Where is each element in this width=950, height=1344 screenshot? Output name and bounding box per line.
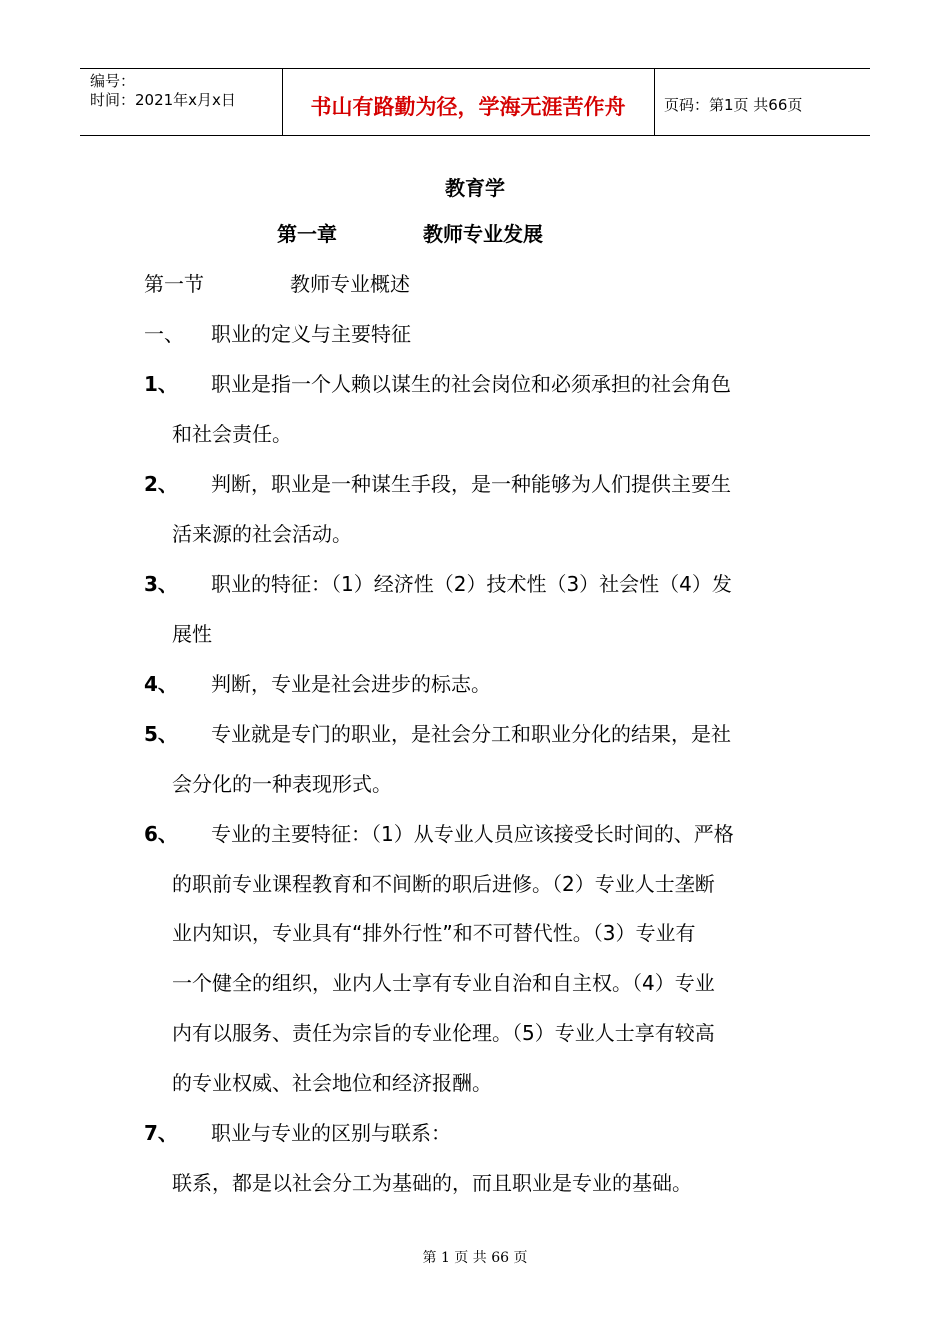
item-text: 业内知识，专业具有“排外行性”和不可替代性。（3）专业有 (172, 921, 696, 945)
item-text: 展性 (172, 622, 212, 646)
number-label: 编号： (90, 72, 136, 90)
item-number: 2、 (144, 472, 178, 496)
item-number: 5、 (144, 722, 178, 746)
header-info-cell (80, 69, 283, 135)
item-text: 活来源的社会活动。 (172, 522, 352, 546)
item-text: 内有以服务、责任为宗旨的专业伦理。（5）专业人士享有较高 (172, 1021, 715, 1045)
item-number: 6、 (144, 822, 178, 846)
motto-text: 书山有路勤为径，学海无涯苦作舟 (310, 95, 626, 119)
item-text: 职业的特征：（1）经济性（2）技术性（3）社会性（4）发 (211, 572, 732, 596)
item-number: 7、 (144, 1121, 178, 1145)
item-text: 职业是指一个人赖以谋生的社会岗位和必须承担的社会角色 (211, 372, 731, 396)
header-motto-cell (282, 69, 655, 135)
chapter-title: 教师专业发展 (423, 222, 543, 246)
item-text: 的专业权威、社会地位和经济报酬。 (172, 1071, 492, 1095)
item-text: 判断，专业是社会进步的标志。 (211, 672, 491, 696)
item-text: 一个健全的组织，业内人士享有专业自治和自主权。（4）专业 (172, 971, 715, 995)
item-number: 1、 (144, 372, 178, 396)
page-footer: 第 1 页 共 66 页 (422, 1250, 528, 1266)
page-info: 页码：第1页 共66页 (664, 96, 803, 114)
item-text: 专业的主要特征：（1）从专业人员应该接受长时间的、严格 (211, 822, 734, 846)
item-number: 3、 (144, 572, 178, 596)
item-text: 专业就是专门的职业，是社会分工和职业分化的结果，是社 (211, 722, 731, 746)
document-title: 教育学 (445, 176, 505, 200)
item-text: 和社会责任。 (172, 422, 292, 446)
item-number: 4、 (144, 672, 178, 696)
chapter-number: 第一章 (277, 222, 337, 246)
item-text: 的职前专业课程教育和不间断的职后进修。（2）专业人士垄断 (172, 872, 715, 896)
section-title: 教师专业概述 (290, 272, 410, 296)
heading-number: 一、 (144, 322, 184, 346)
item-text: 职业与专业的区别与联系： (211, 1121, 451, 1145)
document-header (80, 68, 870, 136)
heading-text: 职业的定义与主要特征 (211, 322, 411, 346)
header-page-cell (654, 69, 870, 135)
item-text: 判断，职业是一种谋生手段，是一种能够为人们提供主要生 (211, 472, 731, 496)
item-text: 联系，都是以社会分工为基础的，而且职业是专业的基础。 (172, 1171, 692, 1195)
time-label: 时间：2021年x月x日 (90, 91, 236, 109)
section-number: 第一节 (144, 272, 204, 296)
item-text: 会分化的一种表现形式。 (172, 772, 392, 796)
